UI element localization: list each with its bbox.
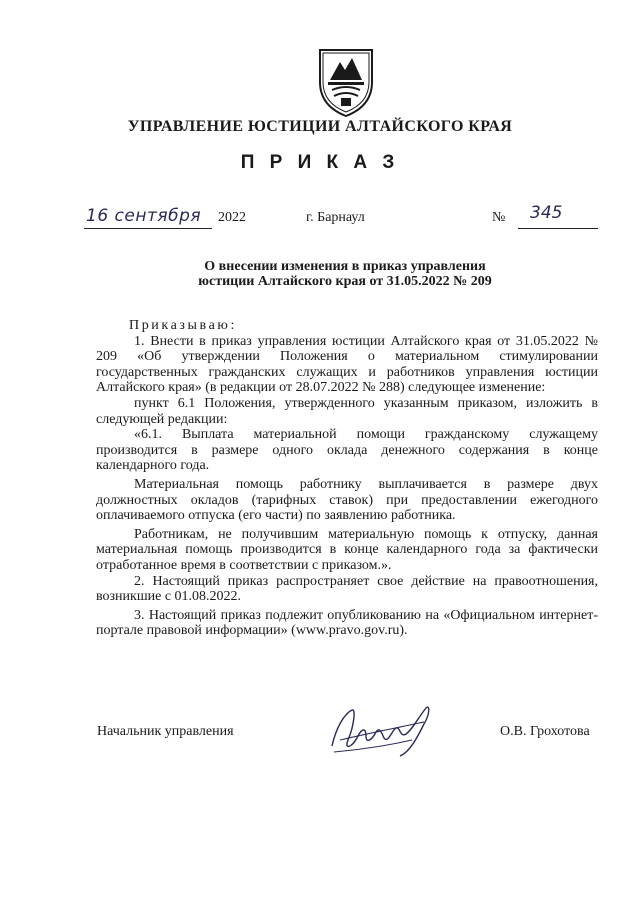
order-heading: Приказываю: (129, 318, 237, 333)
organization-name: УПРАВЛЕНИЕ ЮСТИЦИИ АЛТАЙСКОГО КРАЯ (127, 118, 513, 135)
signature-icon (326, 700, 442, 760)
paragraph-item-1: 1. Внести в приказ управления юстиции Алтайского края от 31.05.2022 № 209 «Об утверждении Положения о материальном стимулировании государственных гражданских служащих и работников управления юстиции Алтайского края» (в редакции от 28.07.2022 № 288) следующее изменение: (96, 333, 598, 396)
paragraph-item-3: 3. Настоящий приказ подлежит опубликованию на «Официальном интернет-портале правовой информации» (www.pravo.gov.ru). (96, 607, 598, 639)
number-underline (518, 228, 598, 229)
number-sign: № (492, 210, 506, 225)
document-title: П Р И К А З (240, 152, 400, 173)
coat-of-arms-icon (314, 44, 378, 120)
date-underline (84, 228, 212, 229)
subject-line-2: юстиции Алтайского края от 31.05.2022 № 209 (198, 274, 492, 289)
paragraph-item-2: 2. Настоящий приказ распространяет свое действие на правоотношения, возникшие с 01.08.2022. (96, 573, 598, 605)
subject-line-1: О внесении изменения в приказ управления (204, 259, 486, 274)
paragraph-no-vacation-aid: Работникам, не получившим материальную помощь к отпуску, данная материальная помощь производится в конце календарного года за фактически отработанное время в соответствии с приказом.». (96, 526, 598, 573)
paragraph-workers-aid: Материальная помощь работнику выплачивается в размере двух должностных окладов (тарифных ставок) при предоставлении ежегодного оплачиваемого отпуска (его части) по заявлению работника. (96, 476, 598, 524)
paragraph-new-text: «6.1. Выплата материальной помощи гражданскому служащему производится в размере одного оклада денежного содержания в конце календарного года. (96, 427, 598, 474)
city: г. Барнаул (306, 210, 365, 225)
signer-position: Начальник управления (97, 724, 234, 739)
handwritten-date: 16 сентября (86, 206, 202, 226)
document-subject (150, 259, 540, 289)
date-year: 2022 (218, 210, 246, 225)
handwritten-number: 345 (530, 203, 563, 223)
signer-name: О.В. Грохотова (500, 724, 590, 739)
paragraph-point-6-1: пункт 6.1 Положения, утвержденного указанным приказом, изложить в следующей редакции: (96, 395, 598, 427)
document-body (96, 318, 598, 639)
